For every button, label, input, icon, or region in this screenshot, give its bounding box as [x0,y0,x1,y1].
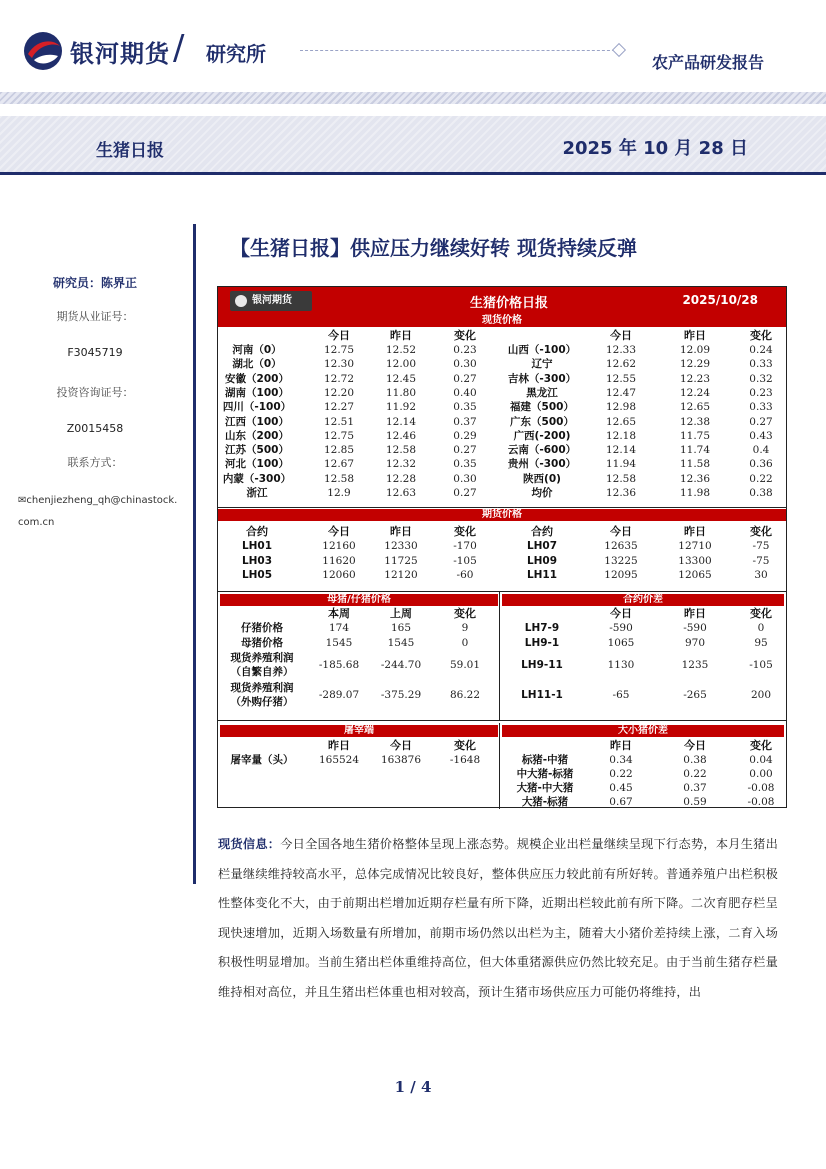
spot-price-cell: 12.14 [605,444,637,457]
size-spread-header-0: 昨日 [610,739,632,752]
report-type: 农产品研发报告 [651,53,764,72]
spot-price-cell: 0.29 [453,429,477,442]
spot-price-cell: 12.14 [385,415,417,428]
report-date: 2025 年 10 月 28 日 [562,138,748,159]
spread-value-cell: -105 [749,659,773,671]
futures-price-cell: -75 [752,540,770,552]
futures-price-cell: 12635 [604,540,638,552]
sow-row-name: 现货养殖利润 [230,652,294,664]
header-dashed-rule [300,50,620,51]
futures-bottom-rule [218,591,786,592]
spot-price-cell: 11.92 [385,401,417,414]
futures-price-cell: 12060 [322,569,356,581]
size-spread-value-cell: -0.08 [747,796,775,808]
spot-region-name: 浙江 [246,487,268,499]
futures-section-bar: 期货价格 [218,509,786,521]
spread-contract-name: LH11-1 [521,689,563,701]
sow-bottom-rule [218,720,786,721]
spot-price-cell: 12.28 [385,472,417,485]
spot-region-name: 广东（500） [510,415,574,428]
spot-info-paragraph [218,830,778,1007]
spot-price-cell: 12.67 [323,458,355,471]
sow-row-name-sub: （外购仔猪） [230,696,294,708]
size-spread-value-cell: 0.45 [609,782,633,794]
table-logo-text: 银河期货 [252,295,292,306]
size-spread-section-bar: 大小猪价差 [502,725,784,737]
spread-value-cell: -590 [683,622,707,634]
slaughter-value-cell: -1648 [449,754,481,766]
futures-contract-name: LH05 [241,569,273,581]
spot-region-name: 辽宁 [531,358,553,371]
spread-value-cell: 970 [684,637,706,649]
subheader-rule [0,172,826,175]
spread-contract-name: LH7-9 [524,622,560,634]
spot-price-cell: 12.75 [323,429,355,442]
report-title: 【生猪日报】供应压力继续好转 现货持续反弹 [230,236,637,260]
spot-region-name: 湖南（100） [225,386,289,399]
size-spread-value-cell: 0.67 [609,796,633,808]
spot-region-name: 山东（200） [225,429,289,442]
size-spread-value-cell: 0.22 [683,768,707,780]
futures-price-cell: -75 [752,554,770,567]
futures-header-left-0: 合约 [246,525,268,538]
sow-price-cell: -185.68 [318,659,360,671]
size-spread-name: 大猪-中大猪 [516,782,574,794]
spot-price-cell: 12.18 [605,429,637,442]
slaughter-section-bar: 屠宰端 [220,725,498,737]
sow-price-cell: 165 [390,622,412,634]
spot-price-cell: 12.47 [605,386,637,399]
spot-price-cell: 12.46 [385,429,417,442]
spot-price-cell: 0.23 [453,344,477,356]
futures-header-right-0: 合约 [531,525,553,538]
spot-header-left-1: 昨日 [390,329,412,342]
spread-value-cell: -590 [609,622,633,634]
size-spread-value-cell: 0.04 [749,754,773,766]
sow-price-cell: -244.70 [380,659,422,671]
spread-contract-name: LH9-1 [524,637,560,649]
futures-price-cell: 12160 [322,540,356,552]
spot-price-cell: 12.65 [679,401,711,414]
size-spread-name: 标猪-中猪 [521,754,569,766]
mid-divider-lower [499,723,500,809]
size-spread-value-cell: 0.00 [749,768,773,780]
spot-price-cell: 12.38 [679,415,711,428]
spot-price-cell: 0.32 [749,372,773,385]
size-spread-value-cell: 0.59 [683,796,707,808]
sow-price-cell: 59.01 [449,659,481,671]
spot-region-name: 四川（-100） [222,401,292,414]
license-label: 期货从业证号： [56,310,134,323]
futures-contract-name: LH07 [526,540,558,552]
mid-divider [499,592,500,720]
size-spread-name: 中大猪-标猪 [516,768,574,780]
futures-price-cell: 12120 [384,569,418,581]
spread-section-bar: 合约价差 [502,594,784,606]
spot-bottom-rule [218,507,786,508]
spread-value-cell: -65 [612,689,630,701]
sow-price-cell: 1545 [325,637,353,649]
futures-header-right-3: 变化 [750,525,772,538]
spot-price-cell: 0.4 [752,444,770,457]
futures-price-cell: 12095 [604,569,638,581]
spot-price-cell: 12.24 [679,386,711,399]
spot-region-name: 河北（100） [225,458,289,471]
spot-price-cell: 0.27 [453,372,477,385]
table-logo [230,291,312,311]
sow-price-cell: -375.29 [380,689,422,701]
futures-header-right-1: 今日 [610,525,632,538]
spot-price-cell: 0.27 [453,487,477,499]
spot-price-cell: 12.52 [385,344,417,356]
futures-price-cell: 12710 [678,540,712,552]
spot-region-name: 均价 [531,487,553,499]
diamond-ornament-icon [612,43,626,57]
consult-label: 投资咨询证号： [56,386,134,399]
spot-price-cell: 0.40 [453,386,477,399]
spot-price-cell: 12.58 [323,472,355,485]
sow-price-cell: 0 [461,637,469,649]
sow-price-cell: 86.22 [449,689,481,701]
size-spread-name: 大猪-标猪 [521,796,569,808]
spot-price-cell: 11.74 [679,444,711,457]
futures-price-cell: -60 [456,569,474,581]
futures-header-left-3: 变化 [454,525,476,538]
spot-price-cell: 11.80 [385,386,417,399]
spread-header-2: 昨日 [684,607,706,620]
spot-price-cell: 0.30 [453,472,477,485]
spot-header-right-1: 昨日 [684,329,706,342]
price-table [217,286,787,808]
table-date: 2025/10/28 [682,293,758,307]
spot-price-cell: 0.33 [749,401,773,414]
spot-region-name: 贵州（-300） [507,458,577,471]
email-text: chenjiezheng_qh@chinastock.com.cn [18,495,178,528]
spot-price-cell: 12.65 [605,415,637,428]
futures-price-cell: -170 [453,540,477,552]
spread-value-cell: 1235 [681,659,709,671]
spread-value-cell: 1065 [607,637,635,649]
spot-region-name: 云南（-600） [507,444,577,457]
table-header [218,287,786,315]
size-spread-header-1: 今日 [684,739,706,752]
spot-header-right-0: 今日 [610,329,632,342]
spot-price-cell: 0.30 [453,358,477,371]
spot-price-cell: 12.29 [679,358,711,371]
futures-price-cell: 11725 [384,554,418,567]
futures-contract-name: LH09 [526,554,558,567]
spot-region-name: 河南（0） [232,344,282,356]
sow-row-name: 仔猪价格 [241,622,283,634]
slaughter-header-2: 变化 [454,739,476,752]
sow-price-cell: -289.07 [318,689,360,701]
spot-price-cell: 0.38 [749,487,773,499]
spot-price-cell: 0.24 [749,344,773,356]
spread-contract-name: LH9-11 [521,659,563,671]
spread-value-cell: 0 [757,622,765,634]
daily-name: 生猪日报 [96,141,164,161]
size-spread-value-cell: 0.38 [683,754,707,766]
spot-price-cell: 0.36 [749,458,773,471]
spot-price-cell: 12.23 [679,372,711,385]
spread-header-3: 变化 [750,607,772,620]
futures-price-cell: 12330 [384,540,418,552]
spot-region-name: 山西（-100） [507,344,577,356]
spot-price-cell: 12.75 [323,344,355,356]
futures-contract-name: LH01 [241,540,273,552]
spot-price-cell: 12.36 [605,487,637,499]
size-spread-value-cell: 0.37 [683,782,707,794]
analyst-name: 研究员：陈界正 [52,276,137,290]
spread-value-cell: 95 [754,637,768,649]
spot-region-name: 江苏（500） [225,444,289,457]
spot-header-left-2: 变化 [454,329,476,342]
spot-region-name: 湖北（0） [232,358,282,371]
spot-price-cell: 11.94 [605,458,637,471]
spread-header-1: 今日 [610,607,632,620]
spot-info-lead: 现货信息： [218,837,281,851]
spot-price-cell: 0.23 [749,386,773,399]
spot-price-cell: 0.33 [749,358,773,371]
spot-price-cell: 12.33 [605,344,637,356]
futures-contract-name: LH11 [526,569,558,581]
futures-price-cell: 13225 [604,554,638,567]
consult-number: Z0015458 [66,422,124,435]
spot-price-cell: 12.27 [323,401,355,414]
futures-contract-name: LH03 [241,554,273,567]
futures-price-cell: 13300 [678,554,712,567]
futures-price-cell: 12065 [678,569,712,581]
institute-name: 研究所 [206,42,266,66]
spot-price-cell: 12.58 [385,444,417,457]
spot-price-cell: 12.30 [323,358,355,371]
contact-label: 联系方式： [67,456,123,469]
header-hatch-band [0,92,826,104]
spot-price-cell: 12.45 [385,372,417,385]
sow-price-cell: 9 [461,622,469,634]
spot-price-cell: 12.85 [323,444,355,457]
sow-row-name-sub: （自繁自养） [230,666,294,678]
galaxy-logo-icon [22,30,64,72]
size-spread-value-cell: -0.08 [747,782,775,794]
spot-info-text: 今日全国各地生猪价格整体呈现上涨态势。规模企业出栏量继续呈现下行态势，本月生猪出栏量继续维持较高水平，总体完成情况比较良好，整体供应压力较此前有所好转。普通养殖户出栏积极性整体变化不大，由于前期出栏增加近期存栏量有所下降，近期出栏较此前有所下降。二次育肥存栏呈现快速增加，近期入场数量有所增加，前期市场仍然以出栏为主，随着大小猪价差持续上涨，二育入场积极性明显增加。当前生猪出栏体重维持高位，但大体重猪源供应仍然比较充足。由于当前生猪存栏量维持相对高位，并且生猪出栏体重也相对较高，预计生猪市场供应压力可能仍将维持，出 [218,837,779,999]
sidebar-rule [193,224,196,884]
spot-region-name: 黑龙江 [526,386,558,399]
spot-header-left-0: 今日 [328,329,350,342]
slaughter-header-1: 今日 [390,739,412,752]
futures-price-cell: 11620 [322,554,356,567]
futures-price-cell: 30 [754,569,768,581]
spot-price-cell: 11.98 [679,487,711,499]
spot-region-name: 安徽（200） [225,372,289,385]
size-spread-header-2: 变化 [750,739,772,752]
spot-price-cell: 12.36 [679,472,711,485]
spot-region-name: 江西（100） [225,415,289,428]
spot-price-cell: 12.72 [323,372,355,385]
sow-price-cell: 1545 [387,637,415,649]
spot-price-cell: 12.55 [605,372,637,385]
sow-header-0: 本周 [328,607,350,620]
sow-header-2: 变化 [454,607,476,620]
spot-price-cell: 12.09 [679,344,711,356]
spread-value-cell: 200 [750,689,772,701]
table-title: 生猪价格日报 [470,296,549,311]
futures-header-left-2: 昨日 [390,525,412,538]
futures-header-right-2: 昨日 [684,525,706,538]
mail-icon: ✉ [18,495,27,506]
futures-header-left-1: 今日 [328,525,350,538]
slaughter-value-cell: 163876 [380,754,422,766]
spot-price-cell: 12.20 [323,386,355,399]
spot-price-cell: 11.75 [679,429,711,442]
logo-slash: / [173,28,185,68]
spot-price-cell: 0.43 [749,429,773,442]
slaughter-value-cell: 165524 [318,754,360,766]
slaughter-header-0: 昨日 [328,739,350,752]
sow-price-cell: 174 [328,622,350,634]
spot-price-cell: 12.00 [385,358,417,371]
spot-region-name: 吉林（-300） [507,372,577,385]
sow-section-bar: 母猪/仔猪价格 [220,594,498,606]
spot-price-cell: 12.62 [605,358,637,371]
spot-price-cell: 12.9 [327,487,351,499]
spot-region-name: 陕西(0) [523,472,561,485]
spot-price-cell: 0.35 [453,458,477,471]
futures-price-cell: -105 [453,554,477,567]
size-spread-value-cell: 0.34 [609,754,633,766]
spot-price-cell: 0.27 [453,444,477,457]
galaxy-logo-icon [235,295,247,307]
spread-value-cell: 1130 [607,659,635,671]
company-name: 银河期货 [70,40,170,68]
slaughter-row-name: 屠宰量（头） [230,754,294,766]
spread-value-cell: -265 [683,689,707,701]
spot-region-name: 内蒙（-300） [222,472,292,485]
spot-price-cell: 12.58 [605,472,637,485]
spot-price-cell: 12.63 [385,487,417,499]
spot-price-cell: 12.32 [385,458,417,471]
sow-header-1: 上周 [390,607,412,620]
spot-price-cell: 12.51 [323,415,355,428]
license-number: F3045719 [67,346,123,359]
spot-price-cell: 11.58 [679,458,711,471]
spot-section-bar: 现货价格 [218,315,786,327]
size-spread-value-cell: 0.22 [609,768,633,780]
spot-price-cell: 0.37 [453,415,477,428]
contact-email[interactable] [18,490,178,534]
spot-price-cell: 0.22 [749,472,773,485]
spot-price-cell: 0.27 [749,415,773,428]
spot-price-cell: 0.35 [453,401,477,414]
spot-price-cell: 12.98 [605,401,637,414]
sow-row-name: 现货养殖利润 [230,682,294,694]
spot-region-name: 福建（500） [510,401,574,414]
page-number: 1 / 4 [394,1078,432,1096]
spot-header-right-2: 变化 [750,329,772,342]
sow-row-name: 母猪价格 [241,637,283,649]
spot-region-name: 广西(-200) [513,429,571,442]
header [0,0,826,104]
